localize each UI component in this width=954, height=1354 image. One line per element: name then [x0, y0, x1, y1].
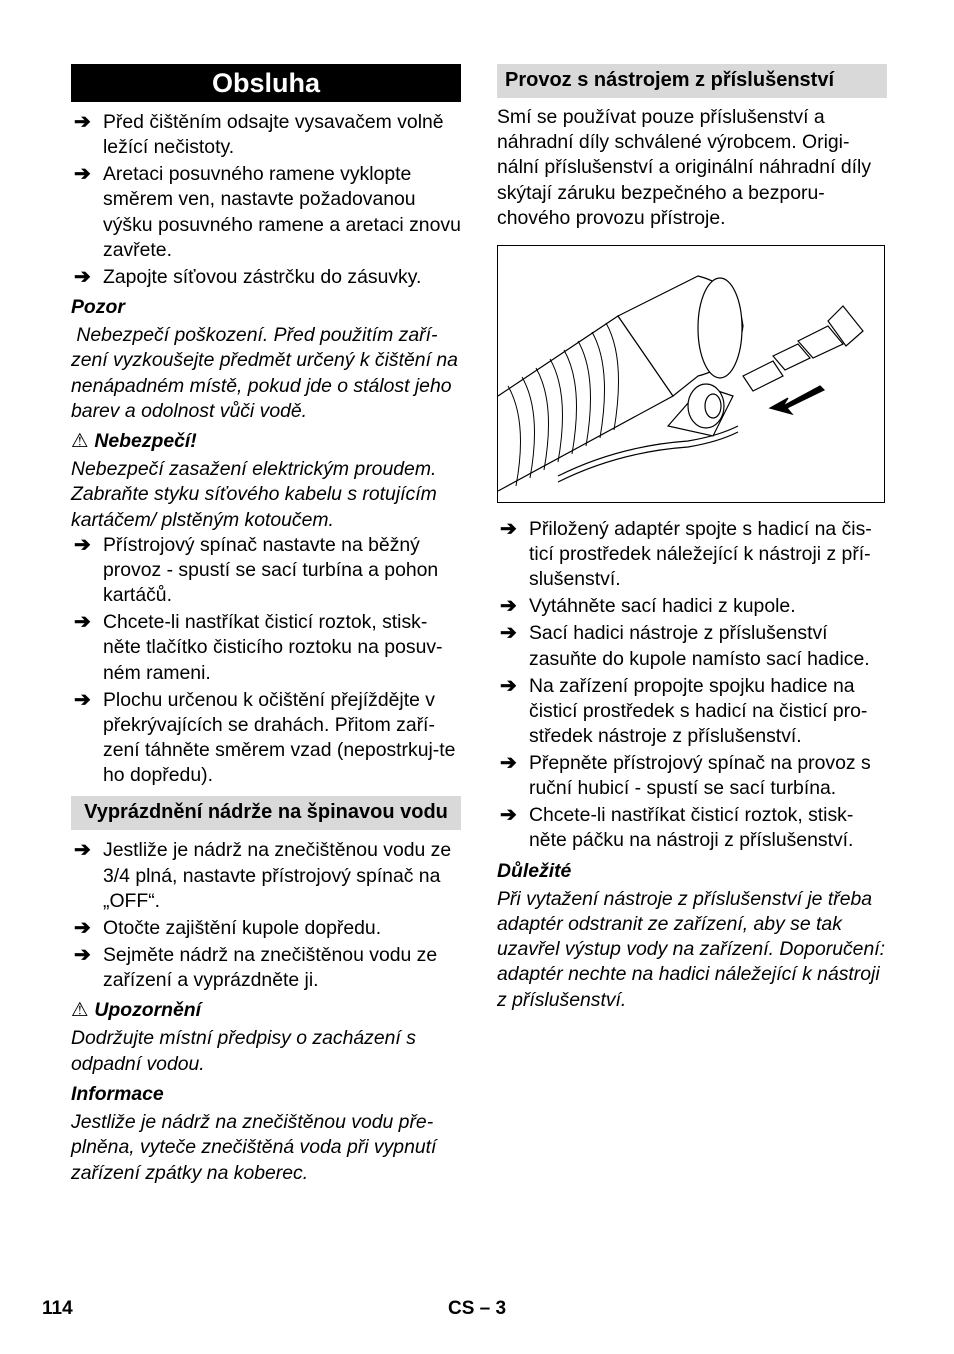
- arrow-icon: ➔: [74, 611, 91, 634]
- list-item: ➔ Přístrojový spínač nastavte na běžný provoz - spustí se sací turbína a pohon kartáčů.: [74, 533, 439, 607]
- arrow-icon: ➔: [74, 111, 91, 133]
- arrow-icon: ➔: [74, 839, 91, 862]
- info-label: Informace: [71, 1082, 164, 1105]
- notice-label: Upozornění: [94, 999, 202, 1022]
- list-item: ➔ Přepněte přístrojový spínač na provoz s ruční hubicí - spustí se sací turbína.: [500, 752, 871, 800]
- page-number: 114: [42, 1298, 73, 1319]
- list-item: ➔ Plochu určenou k očištění přejíždějte v překrývajících se drahách. Přitom zaří-zení táhněte směrem vzad (nepostrkuj-te ho dopředu).: [74, 688, 456, 787]
- list-item: ➔ Aretaci posuvného ramene vyklopte směrem ven, nastavte požadovanou výšku posuvného ramene a aretaci znovu zavřete.: [74, 163, 461, 261]
- list-item: ➔ Přiložený adaptér spojte s hadicí na čis-ticí prostředek náležející k nástroji z pří-slušenství.: [500, 518, 872, 591]
- list-item: ➔ Jestliže je nádrž na znečištěnou vodu ze 3/4 plná, nastavte přístrojový spínač na „OFF“.: [74, 839, 452, 912]
- steps-list-1: [71, 110, 461, 290]
- important-text: Při vytažení nástroje z příslušenství je třeba adaptér odstranit ze zařízení, aby se tak uzavřel výstup vody na zařízení. Doporučení: adaptér nechte na hadici náležející k nástroji z příslušenství.: [497, 887, 886, 1011]
- list-item: ➔ Před čištěním odsajte vysavačem volně ležící nečistoty.: [74, 111, 444, 159]
- arrow-icon: ➔: [74, 163, 91, 186]
- arrow-icon: ➔: [500, 518, 517, 541]
- danger-label: Nebezpečí!: [94, 430, 197, 453]
- language-page-label: CS – 3: [448, 1298, 507, 1319]
- left-column: [71, 64, 464, 1186]
- steps-list-right: [497, 517, 887, 854]
- arrow-icon: ➔: [74, 916, 91, 939]
- list-item: ➔ Na zařízení propojte spojku hadice na čisticí prostředek s hadicí na čisticí pro-středek nástroje z příslušenství.: [500, 674, 868, 748]
- notice-text: Dodržujte místní předpisy o zacházení s odpadní vodou.: [71, 1027, 416, 1075]
- section-title-vyprazdneni: Vyprázdnění nádrže na špinavou vodu: [71, 796, 461, 830]
- list-item: ➔ Vytáhněte sací hadici z kupole.: [497, 594, 887, 619]
- list-item: ➔ Sejměte nádrž na znečištěnou vodu ze zařízení a vyprázdněte ji.: [74, 943, 438, 992]
- caution-label: Pozor: [71, 296, 125, 319]
- arrow-icon: ➔: [500, 804, 517, 827]
- caution-text: Nebezpečí poškození. Před použitím zaří-zení vyzkoušejte předmět určený k čištění na nenápadném místě, pokud jde o stálost jeho barev a odolnost vůči vodě.: [71, 324, 464, 422]
- warning-icon: ⚠: [71, 430, 89, 453]
- arrow-icon: ➔: [74, 533, 91, 556]
- steps-list-2: [71, 533, 461, 789]
- list-item: ➔ Otočte zajištění kupole dopředu.: [71, 916, 461, 941]
- intro-text: Smí se používat pouze příslušenství a náhradní díly schválené výrobcem. Origi-nální příslušenství a originální náhradní díly skýtají záruku bezpečného a bezporu-chového provozu přístroje.: [497, 106, 872, 229]
- hose-adapter-illustration: [497, 245, 885, 503]
- arrow-icon: ➔: [74, 943, 91, 966]
- arrow-icon: ➔: [500, 595, 517, 618]
- section-title-provoz: Provoz s nástrojem z příslušenství: [497, 64, 887, 98]
- steps-list-3: [71, 838, 461, 993]
- important-label: Důležité: [497, 859, 572, 882]
- danger-text: Nebezpečí zasažení elektrickým proudem. Zabraňte styku síťového kabelu s rotujícím kartáčem/ plstěným kotoučem.: [71, 458, 437, 531]
- arrow-icon: ➔: [74, 265, 91, 288]
- list-item: ➔ Sací hadici nástroje z příslušenství zasuňte do kupole namísto sací hadice.: [500, 622, 870, 670]
- arrow-icon: ➔: [74, 688, 91, 711]
- info-text: Jestliže je nádrž na znečištěnou vodu pře-plněna, vyteče znečištěná voda při vypnutí zařízení zpátky na koberec.: [71, 1111, 437, 1184]
- list-item: ➔ Chcete-li nastříkat čisticí roztok, stisk-něte tlačítko čisticího roztoku na posuv-ném rameni.: [74, 611, 443, 684]
- warning-icon: ⚠: [71, 999, 89, 1022]
- danger-heading: [71, 429, 461, 454]
- hose-adapter-drawing: [498, 246, 884, 502]
- section-title-obsluha: Obsluha: [71, 64, 461, 102]
- right-column: [497, 64, 887, 1013]
- arrow-icon: ➔: [500, 752, 517, 775]
- list-item: ➔ Chcete-li nastříkat čisticí roztok, stisk-něte páčku na nástroji z příslušenství.: [500, 804, 854, 852]
- notice-heading: [71, 998, 461, 1023]
- arrow-icon: ➔: [500, 674, 517, 697]
- list-item: ➔ Zapojte síťovou zástrčku do zásuvky.: [71, 265, 461, 290]
- arrow-icon: ➔: [500, 622, 517, 645]
